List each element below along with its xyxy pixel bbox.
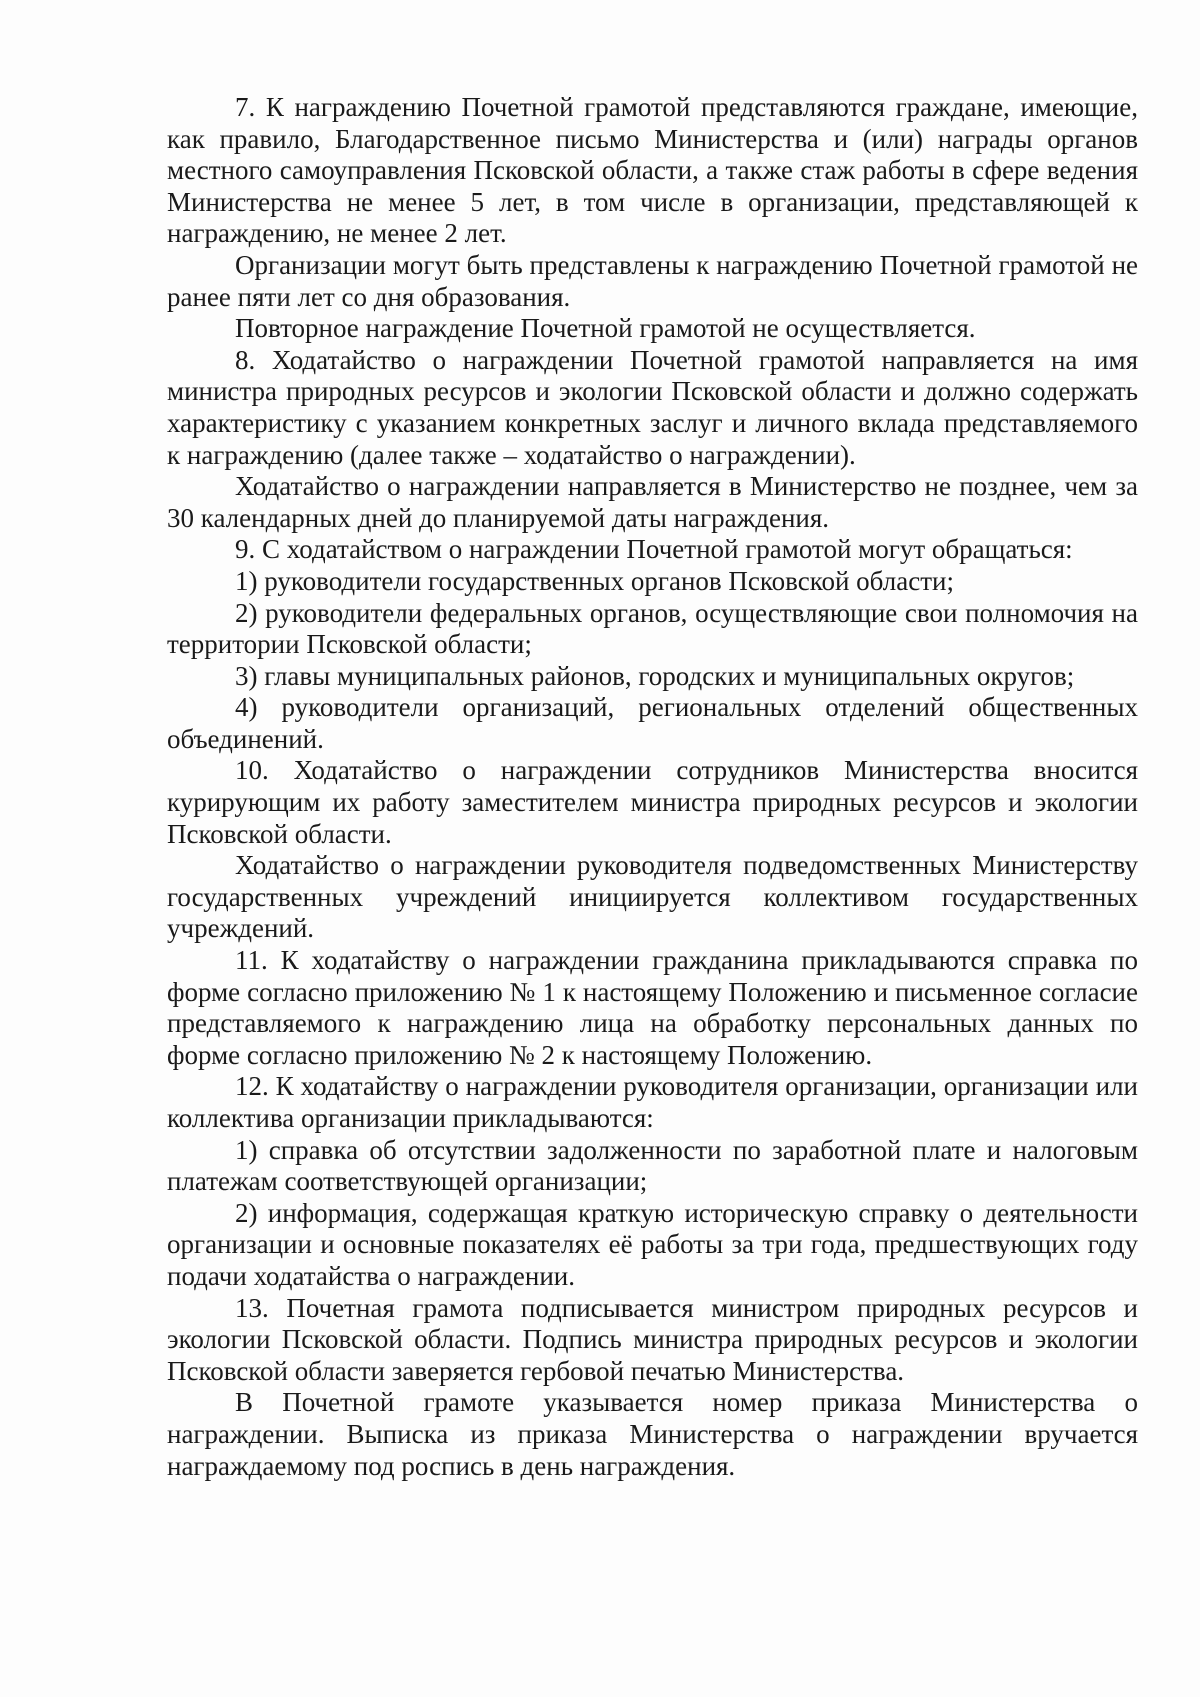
document-body: [167, 92, 1138, 1482]
clause-13: 13. Почетная грамота подписывается министром природных ресурсов и экологии Псковской области. Подпись министра природных ресурсов и экологии Псковской области заверяется гербовой печатью Министерства.: [167, 1292, 1138, 1386]
clause-8-deadline: Ходатайство о награждении направляется в Министерство не позднее, чем за 30 календарных дней до планируемой даты награждения.: [167, 471, 1138, 533]
clause-9-item-4: 4) руководители организаций, региональных отделений общественных объединений.: [167, 692, 1138, 754]
clause-11: 11. К ходатайству о награждении гражданина прикладываются справка по форме согласно приложению № 1 к настоящему Положению и письменное согласие представляемого к награждению лица на обработку персональных данных по форме согласно приложению № 2 к настоящему Положению.: [167, 945, 1138, 1070]
clause-9-item-3: 3) главы муниципальных районов, городских и муниципальных округов;: [235, 660, 1075, 691]
clause-8: 8. Ходатайство о награждении Почетной грамотой направляется на имя министра природных ресурсов и экологии Псковской области и должно содержать характеристику с указанием конкретных заслуг и личного вклада представляемого к награждению (далее также – ходатайство о награждении).: [167, 344, 1138, 470]
clause-7-repeat: Повторное награждение Почетной грамотой не осуществляется.: [235, 313, 976, 344]
clause-13-order: В Почетной грамоте указывается номер приказа Министерства о награждении. Выписка из приказа Министерства о награждении вручается награждаемому под роспись в день награждения.: [167, 1387, 1138, 1481]
clause-12-item-2: 2) информация, содержащая краткую историческую справку о деятельности организации и основные показателях её работы за три года, предшествующих году подачи ходатайства о награждении.: [167, 1197, 1138, 1291]
clause-9: 9. С ходатайством о награждении Почетной грамотой могут обращаться:: [235, 534, 1073, 565]
clause-12-item-1: 1) справка об отсутствии задолженности по заработной плате и налоговым платежам соответствующей организации;: [167, 1134, 1138, 1197]
clause-9-item-1: 1) руководители государственных органов Псковской области;: [235, 565, 954, 596]
clause-10: 10. Ходатайство о награждении сотрудников Министерства вносится курирующим их работу заместителем министра природных ресурсов и экологии Псковской области.: [167, 755, 1138, 849]
clause-7: 7. К награждению Почетной грамотой представляются граждане, имеющие, как правило, Благодарственное письмо Министерства и (или) награды органов местного самоуправления Псковской области, а также стаж работы в сфере ведения Министерства не менее 5 лет, в том числе в организации, представляющей к награждению, не менее 2 лет.: [167, 92, 1138, 249]
clause-12: 12. К ходатайству о награждении руководителя организации, организации или коллектива организации прикладываются:: [167, 1071, 1138, 1133]
clause-10-institutions: Ходатайство о награждении руководителя подведомственных Министерству государственных учреждений инициируется коллективом государственных учреждений.: [167, 850, 1138, 944]
clause-7-organizations: Организации могут быть представлены к награждению Почетной грамотой не ранее пяти лет со дня образования.: [167, 249, 1138, 312]
clause-9-item-2: 2) руководители федеральных органов, осуществляющие свои полномочия на территории Псковской области;: [167, 597, 1138, 660]
